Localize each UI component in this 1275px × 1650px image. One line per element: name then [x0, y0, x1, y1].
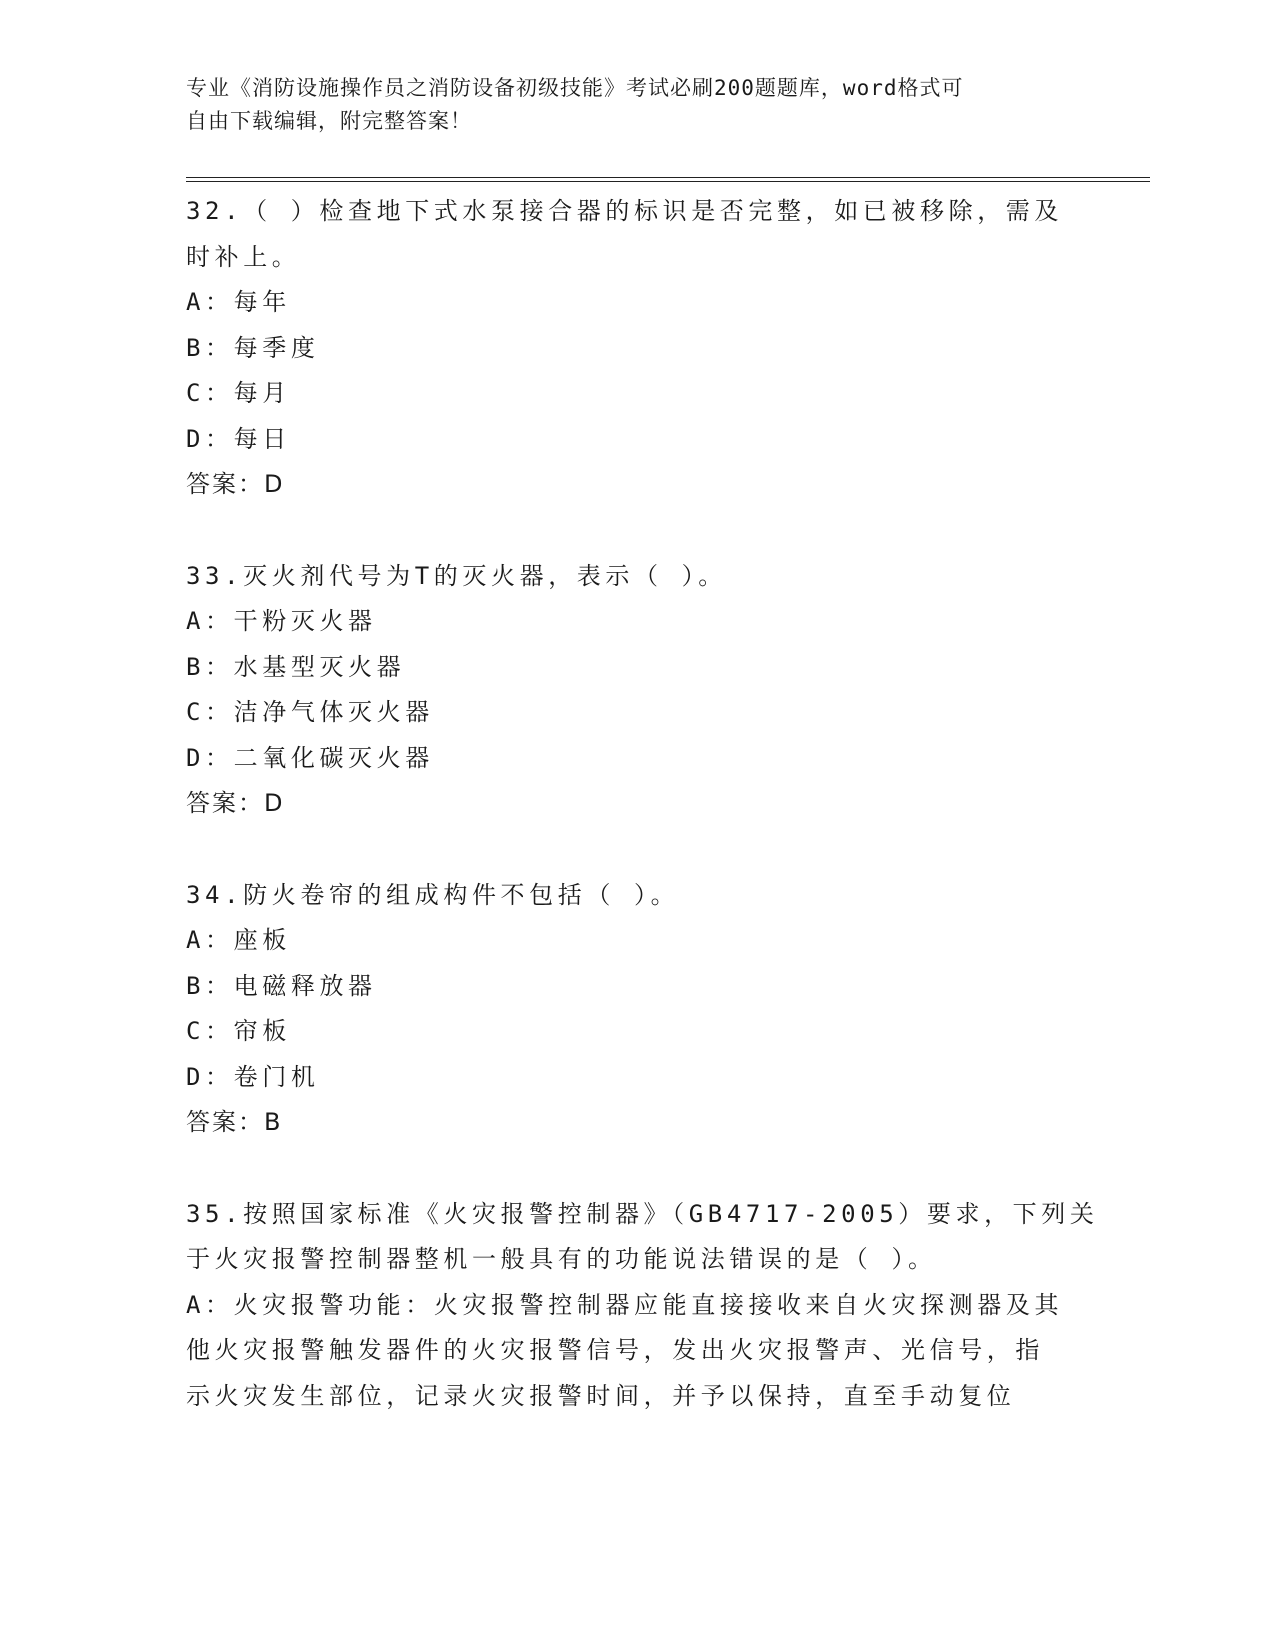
option-d: D：每日: [186, 424, 291, 453]
option-a: A：每年: [186, 288, 291, 316]
header-line-2: 自由下载编辑，附完整答案！: [186, 109, 472, 133]
option-c: C：每月: [186, 379, 291, 407]
option-a-continued: 他火灾报警触发器件的火灾报警信号，发出火灾报警声、光信号，指: [186, 1336, 1044, 1364]
option-b: B：电磁释放器: [186, 971, 377, 1000]
option-a: A：干粉灭火器: [186, 607, 377, 635]
question-text: 32.（ ）检查地下式水泵接合器的标识是否完整，如已被移除，需及: [186, 197, 1063, 225]
option-c: C：帘板: [186, 1017, 291, 1045]
option-c: C：洁净气体灭火器: [186, 698, 434, 726]
answer: 答案：D: [186, 470, 285, 498]
option-b: B：水基型灭火器: [186, 652, 406, 681]
question-text: 34.防火卷帘的组成构件不包括（ ）。: [186, 880, 680, 909]
option-a: A：火灾报警功能：火灾报警控制器应能直接接收来自火灾探测器及其: [186, 1290, 1064, 1319]
question-text: 于火灾报警控制器整机一般具有的功能说法错误的是（ ）。: [186, 1245, 937, 1273]
spacer: [186, 508, 1086, 554]
question-33: [186, 554, 1086, 827]
question-text: 35.按照国家标准《火灾报警控制器》（GB4717-2005）要求，下列关: [186, 1199, 1099, 1228]
spacer: [186, 1146, 1086, 1192]
spacer: [186, 827, 1086, 873]
document-header: [186, 72, 1066, 138]
option-b: B：每季度: [186, 333, 320, 362]
question-35: [186, 1192, 1099, 1420]
header-line-1: 专业《消防设施操作员之消防设备初级技能》考试必刷200题题库，word格式可: [186, 76, 964, 100]
option-a: A：座板: [186, 926, 291, 954]
option-a-continued: 示火灾发生部位，记录火灾报警时间，并予以保持，直至手动复位: [186, 1381, 1016, 1410]
question-32: [186, 189, 1086, 508]
answer: 答案：B: [186, 1108, 283, 1136]
answer: 答案：D: [186, 789, 285, 817]
option-d: D：二氧化碳灭火器: [186, 743, 434, 772]
option-d: D：卷门机: [186, 1062, 320, 1091]
question-list: [186, 189, 1099, 1419]
question-34: [186, 873, 1086, 1146]
question-text: 33.灭火剂代号为T的灭火器，表示（ ）。: [186, 561, 727, 590]
header-divider: [186, 177, 1150, 182]
question-text: 时补上。: [186, 242, 301, 271]
